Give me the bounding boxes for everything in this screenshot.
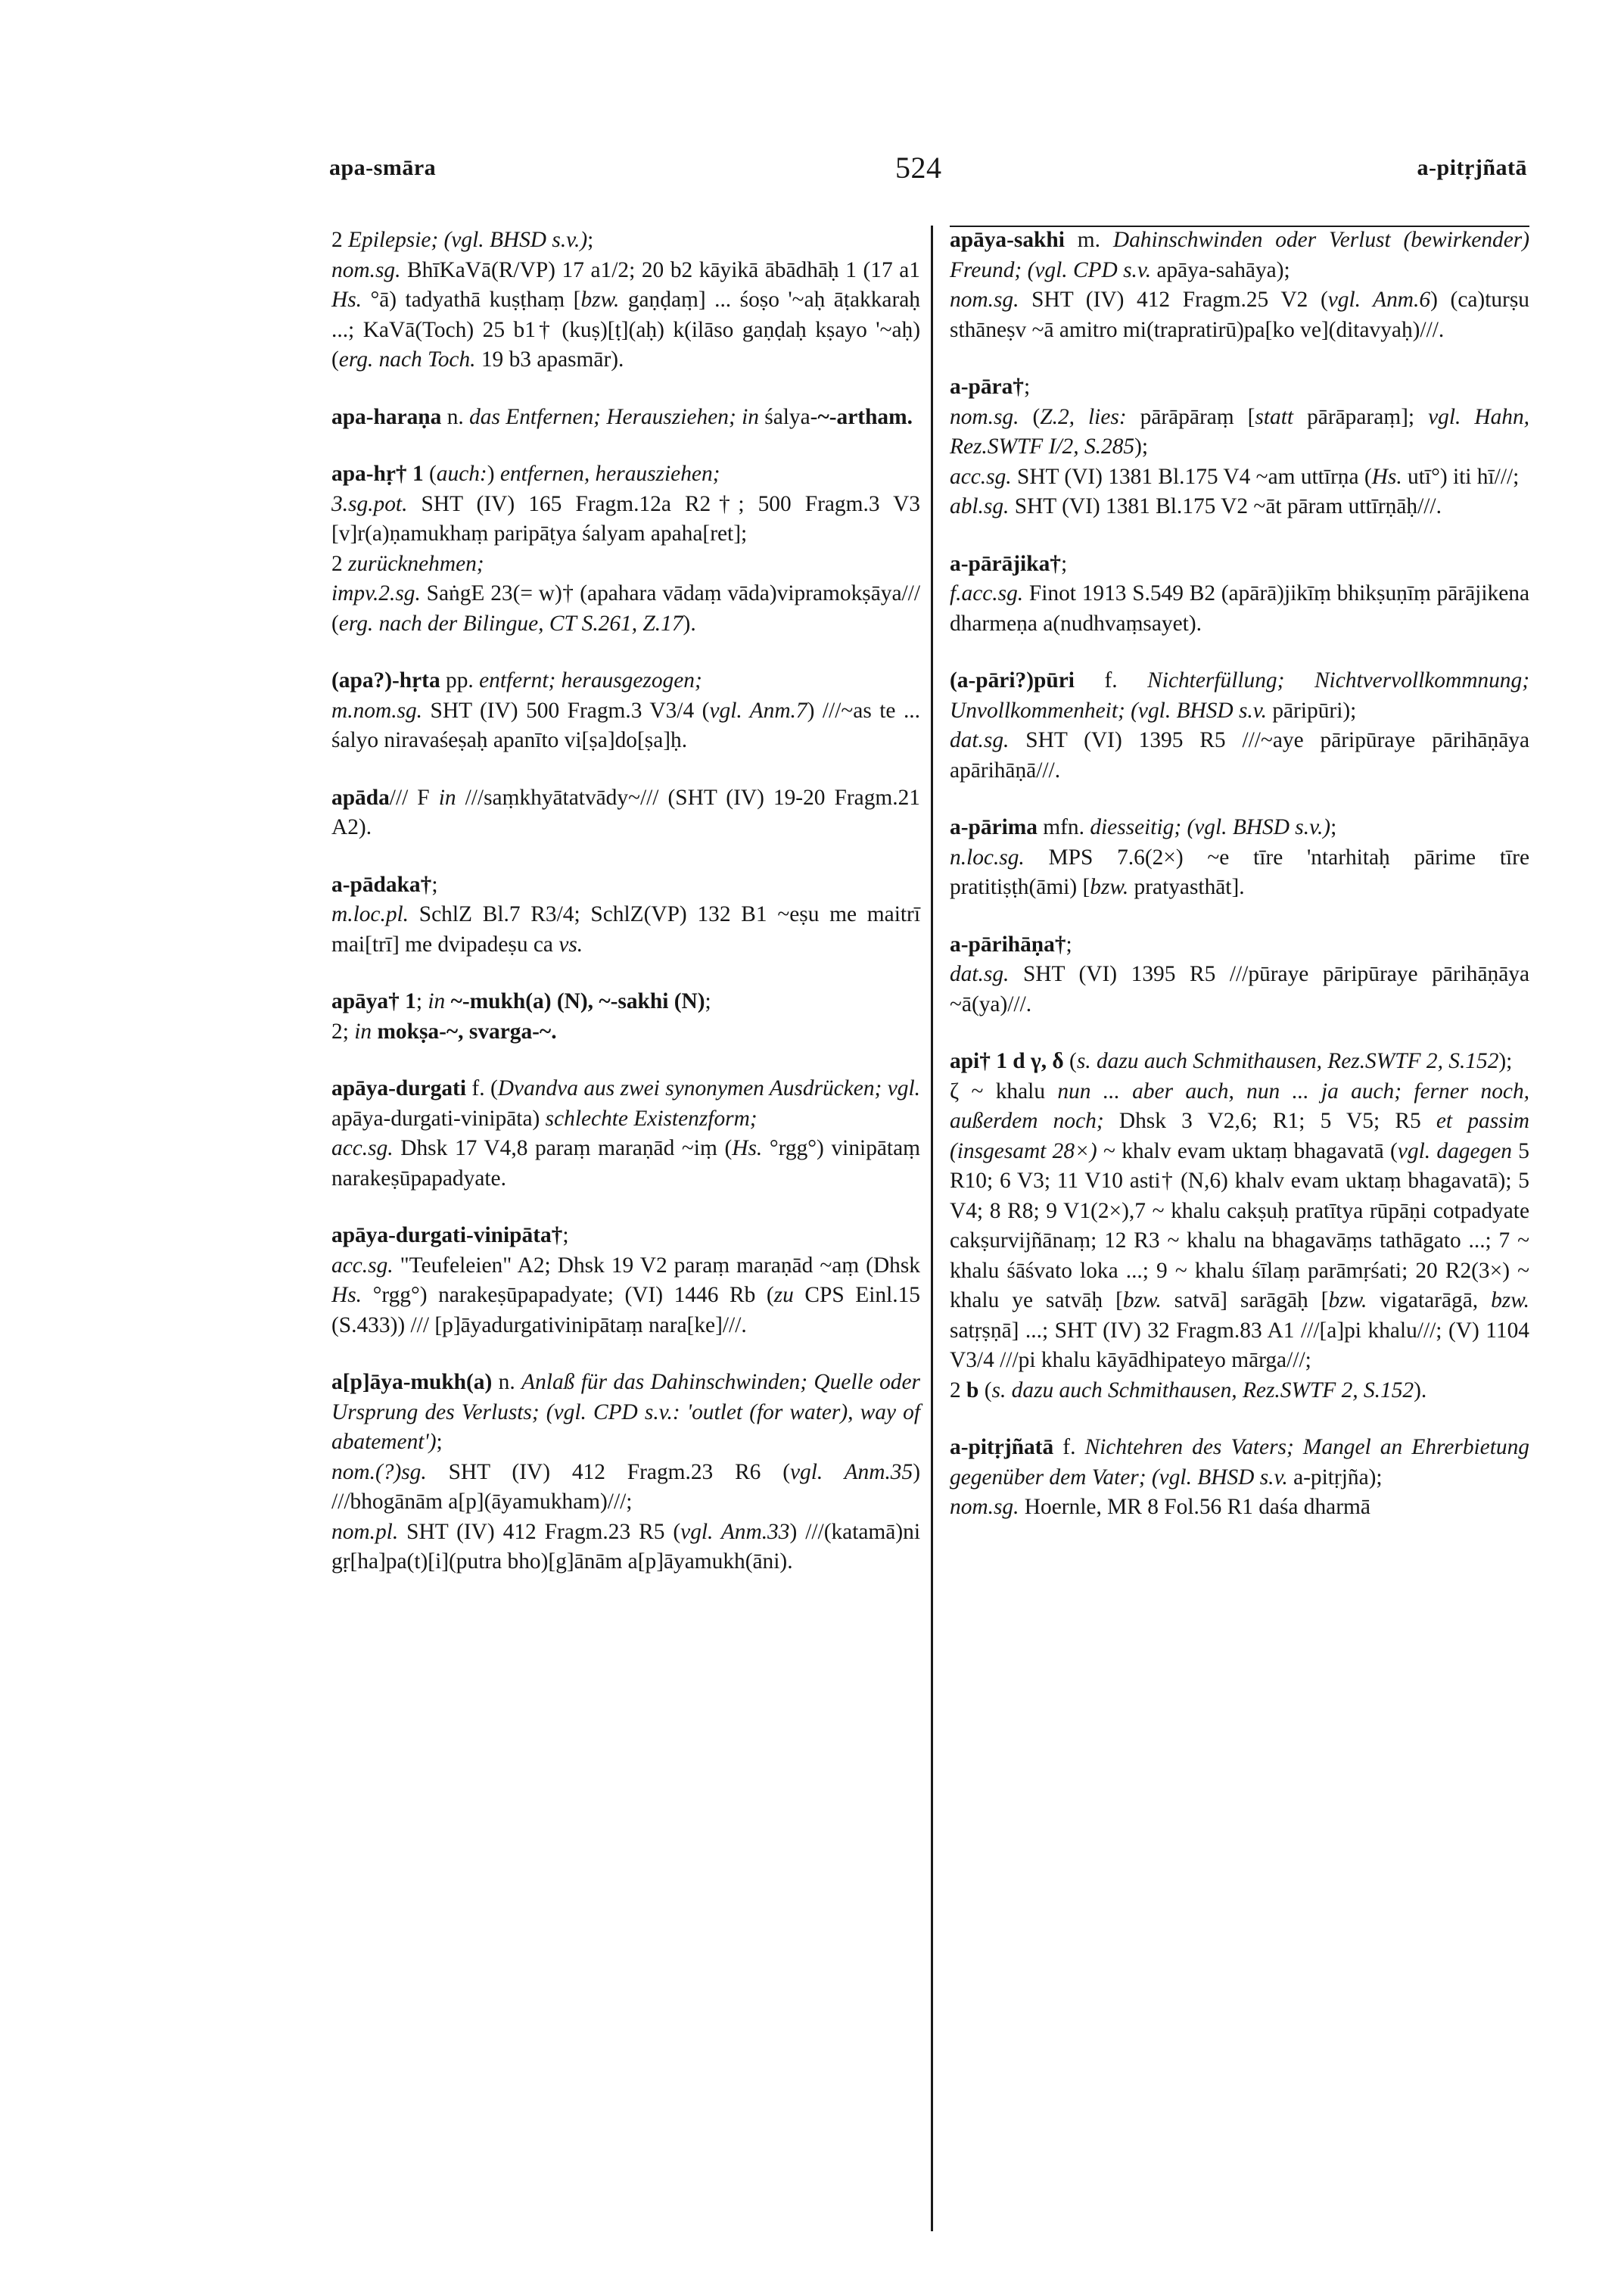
- entry-line: apāya-durgati f. (Dvandva aus zwei synonymen Ausdrücken; vgl. apāya-durgati-vinipāta) schlechte Existenzform;: [331, 1076, 920, 1131]
- page-number: 524: [895, 151, 942, 185]
- entry-line: dat.sg. SHT (VI) 1395 R5 ///pūraye pāripūraye pārihāṇāya ~ā(ya)///.: [950, 962, 1529, 1016]
- entry-line: abl.sg. SHT (VI) 1381 Bl.175 V2 ~āt pāram uttīrṇāḥ///.: [950, 494, 1442, 518]
- entry-line: m.nom.sg. SHT (IV) 500 Fragm.3 V3/4 (vgl. Anm.7) ///~as te ... śalyo niravaśeṣaḥ apanīto vi[ṣa]do[ṣa]ḥ.: [331, 698, 920, 752]
- dictionary-entry: [331, 226, 920, 375]
- dictionary-entry: [331, 403, 920, 433]
- entry-line: 2; in mokṣa-~, svarga-~.: [331, 1019, 557, 1044]
- entry-line: apāya-durgati-vinipāta†;: [331, 1223, 569, 1247]
- running-head-right: a-pitṛjñatā: [1417, 155, 1527, 180]
- dictionary-entry: [950, 813, 1529, 903]
- entry-gap: [950, 1406, 1529, 1433]
- entry-line: nom.(?)sg. SHT (IV) 412 Fragm.23 R6 (vgl. Anm.35) ///bhogānām a[p](āyamukham)///;: [331, 1459, 920, 1514]
- entry-line: a-pādaka†;: [331, 872, 438, 897]
- entry-gap: [331, 1340, 920, 1368]
- entry-gap: [331, 1194, 920, 1221]
- dictionary-entry: [331, 783, 920, 843]
- dictionary-entry: [331, 870, 920, 960]
- entry-line: api† 1 d γ, δ (s. dazu auch Schmithausen, Rez.SWTF 2, S.152);: [950, 1049, 1513, 1073]
- entry-gap: [950, 345, 1529, 372]
- dictionary-entry: [950, 930, 1529, 1020]
- entry-line: (apa?)-hṛta pp. entfernt; herausgezogen;: [331, 668, 702, 693]
- dictionary-entry: [331, 1221, 920, 1340]
- entry-line: (a-pāri?)pūri f. Nichterfüllung; Nichtvervollkommnung; Unvollkommenheit; (vgl. BHSD s.v. pāripūri);: [950, 668, 1529, 723]
- entry-gap: [331, 639, 920, 666]
- entry-line: ζ ~ khalu nun ... aber auch, nun ... ja auch; ferner noch, außerdem noch; Dhsk 3 V2,6; R1; 5 V5; R5 et passim (insgesamt 28×) ~ khalv evam uktaṃ bhagavatā (vgl. dagegen 5 R10; 6 V3; 11 V10 asti† (N,6) khalv evam uktaṃ bhagavatā); 5 V4; 8 R8; 9 V1(2×),7 ~ khalu cakṣuḥ pratītya rūpāṇi cotpadyate cakṣurvijñānaṃ; 12 R3 ~ khalu na bhagavāṃs tathāgato ...; 7 ~ khalu śāśvato loka ...; 9 ~ khalu śīlaṃ parāmṛśati; 20 R2(3×) ~ khalu ye satvāḥ [bzw. satvā] sarāgāḥ [bzw. vigatarāgā, bzw. satṛṣṇā] ...; SHT (IV) 32 Fragm.83 A1 ///[a]pi khalu///; (V) 1104 V3/4 ///pi khalu kāyādhipateyo mārga///;: [950, 1079, 1529, 1372]
- entry-line: nom.sg. SHT (IV) 412 Fragm.25 V2 (vgl. Anm.6) (ca)turṣu sthāneṣv ~ā amitro mi(trapratirū)pa[ko ve](ditavyaḥ)///.: [950, 288, 1529, 342]
- entry-line: nom.pl. SHT (IV) 412 Fragm.23 R5 (vgl. Anm.33) ///(katamā)ni gṛ[ha]pa(t)[i](putra bho)[g]ānām a[p]āyamukh(āni).: [331, 1519, 920, 1574]
- entry-gap: [950, 522, 1529, 549]
- entry-line: dat.sg. SHT (VI) 1395 R5 ///~aye pāripūraye pārihāṇāya apārihāṇā///.: [950, 728, 1529, 783]
- entry-gap: [950, 1020, 1529, 1047]
- entry-line: a-pārima mfn. diesseitig; (vgl. BHSD s.v.);: [950, 815, 1337, 839]
- entry-line: acc.sg. "Teufeleien" A2; Dhsk 19 V2 paraṃ maraṇād ~aṃ (Dhsk Hs. °rgg°) narakeṣūpapadyate; (VI) 1446 Rb (zu CPS Einl.15 (S.433)) /// [p]āyadurgativinipātaṃ nara[ke]///.: [331, 1253, 920, 1337]
- entry-line: 2 zurücknehmen;: [331, 551, 484, 576]
- entry-line: n.loc.sg. MPS 7.6(2×) ~e tīre 'ntarhitaḥ pārime tīre pratitiṣṭh(āmi) [bzw. pratyasthāt].: [950, 845, 1529, 899]
- entry-gap: [331, 843, 920, 870]
- entry-line: apāda/// F in ///saṃkhyātatvādy~/// (SHT (IV) 19-20 Fragm.21 A2).: [331, 785, 920, 839]
- entry-line: 3.sg.pot. SHT (IV) 165 Fragm.12a R2†; 500 Fragm.3 V3 [v]r(a)ṇamukhaṃ paripāṭya śalyam apaha[ret];: [331, 491, 920, 546]
- column-divider: [931, 226, 933, 2231]
- entry-gap: [331, 432, 920, 459]
- entry-line: a-pitṛjñatā f. Nichtehren des Vaters; Mangel an Ehrerbietung gegenüber dem Vater; (vgl. BHSD s.v. a-pitṛjña);: [950, 1435, 1529, 1490]
- dictionary-entry: [331, 666, 920, 756]
- dictionary-entry: [950, 1433, 1529, 1523]
- running-head-left: apa-smāra: [329, 155, 437, 180]
- entry-line: a-pārihāṇa†;: [950, 932, 1072, 957]
- dictionary-entry: [950, 1047, 1529, 1406]
- entry-line: apāya† 1; in ~-mukh(a) (N), ~-sakhi (N);: [331, 989, 711, 1013]
- entry-line: nom.sg. (Z.2, lies: pārāpāraṃ [statt pārāparaṃ]; vgl. Hahn, Rez.SWTF I/2, S.285);: [950, 404, 1530, 459]
- dictionary-entry: [331, 1074, 920, 1194]
- entry-line: a-pārājika†;: [950, 551, 1068, 576]
- entry-line: 2 b (s. dazu auch Schmithausen, Rez.SWTF 2, S.152).: [950, 1378, 1427, 1402]
- entry-gap: [331, 375, 920, 403]
- entry-line: 2 Epilepsie; (vgl. BHSD s.v.);: [331, 228, 594, 252]
- entry-line: acc.sg. SHT (VI) 1381 Bl.175 V4 ~am uttīrṇa (Hs. utī°) iti hī///;: [950, 464, 1520, 489]
- dictionary-entry: [331, 459, 920, 639]
- entry-gap: [950, 903, 1529, 930]
- entry-gap: [331, 756, 920, 783]
- entry-line: a-pāra†;: [950, 375, 1031, 399]
- dictionary-entry: [331, 1368, 920, 1577]
- entry-line: nom.sg. Hoernle, MR 8 Fol.56 R1 daśa dharmā: [950, 1495, 1370, 1519]
- entry-line: nom.sg. BhīKaVā(R/VP) 17 a1/2; 20 b2 kāyikā ābādhāḥ 1 (17 a1 Hs. °ā) tadyathā kuṣṭhaṃ [bzw. gaṇḍaṃ] ... śoṣo '~aḥ āṭakkaraḥ ...; KaVā(Toch) 25 b1† (kuṣ)[ṭ](aḥ) k(ilāso gaṇḍaḥ kṣayo '~aḥ) (erg. nach Toch. 19 b3 apasmār).: [331, 257, 920, 372]
- dictionary-entry: [950, 226, 1529, 345]
- entry-line: acc.sg. Dhsk 17 V4,8 paraṃ maraṇād ~iṃ (Hs. °rgg°) vinipātaṃ narakeṣūpapadyate.: [331, 1136, 921, 1191]
- entry-gap: [331, 960, 920, 987]
- entry-line: a[p]āya-mukh(a) n. Anlaß für das Dahinschwinden; Quelle oder Ursprung des Verlusts; (vgl. CPD s.v.: 'outlet (for water), way of abatement');: [331, 1370, 920, 1454]
- entry-line: m.loc.pl. SchlZ Bl.7 R3/4; SchlZ(VP) 132 B1 ~eṣu me maitrī mai[trī] me dvipadeṣu ca vs.: [331, 902, 920, 957]
- entry-line: f.acc.sg. Finot 1913 S.549 B2 (apārā)jikīṃ bhikṣuṇīṃ pārājikena dharmeṇa a(nudhvaṃsayet).: [950, 581, 1529, 636]
- dictionary-entry: [950, 666, 1529, 786]
- entry-gap: [950, 639, 1529, 666]
- entry-gap: [950, 786, 1529, 813]
- entry-line: apa-hṛ† 1 (auch:) entfernen, herausziehen;: [331, 462, 720, 486]
- left-column: [331, 226, 920, 1577]
- dictionary-entry: [950, 372, 1529, 522]
- dictionary-entry: [331, 987, 920, 1047]
- right-column: [950, 226, 1529, 1523]
- entry-line: apa-haraṇa n. das Entfernen; Herausziehen; in śalya-~-artham.: [331, 404, 913, 429]
- entry-line: impv.2.sg. SaṅgE 23(= w)† (apahara vādaṃ vāda)vipramokṣāya/// (erg. nach der Bilingue, CT S.261, Z.17).: [331, 581, 920, 636]
- entry-line: apāya-sakhi m. Dahinschwinden oder Verlust (bewirkender) Freund; (vgl. CPD s.v. apāya-sahāya);: [950, 228, 1529, 282]
- dictionary-entry: [950, 549, 1529, 640]
- entry-gap: [331, 1047, 920, 1074]
